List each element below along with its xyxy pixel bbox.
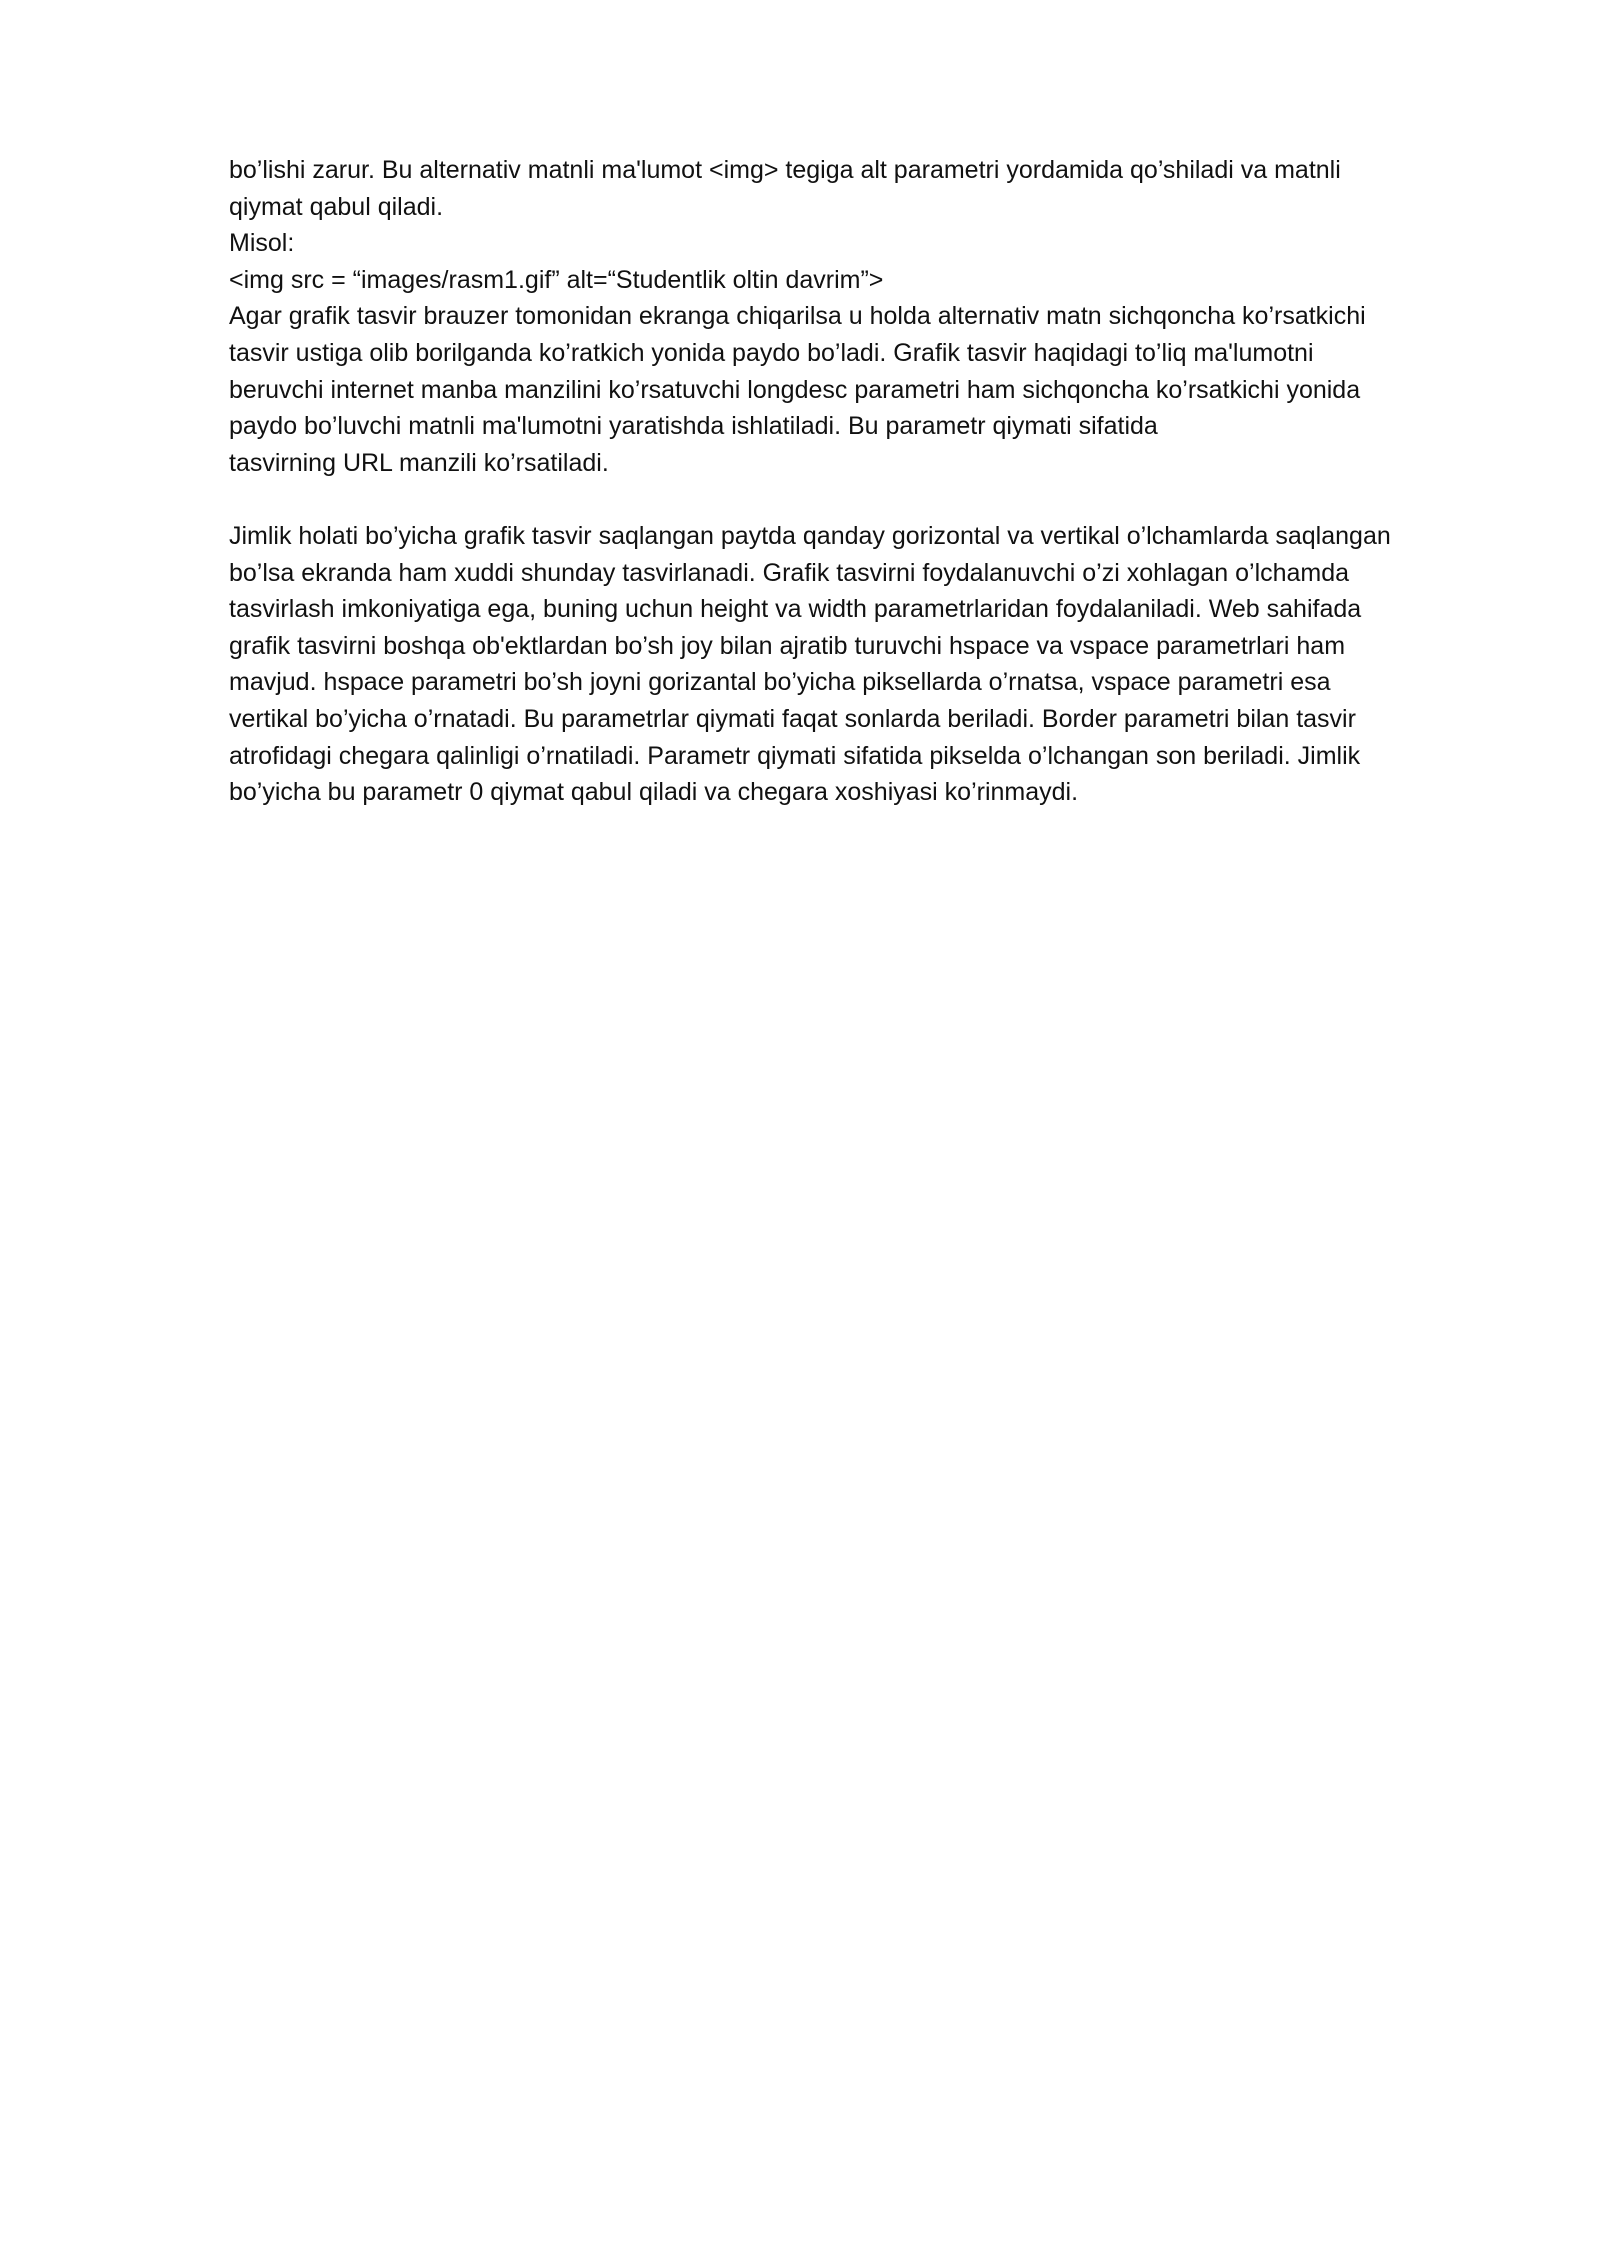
paragraph-alt-attribute (229, 152, 1519, 481)
example-label: Misol: (229, 229, 295, 258)
text-line: grafik tasvirni boshqa ob'ektlardan bo’sh joy bilan ajratib turuvchi hspace va vspace parametrlari ham (229, 631, 1346, 660)
text-line: bo’yicha bu parametr 0 qiymat qabul qiladi va chegara xoshiyasi ko’rinmaydi. (229, 778, 1079, 807)
text-line: Agar grafik tasvir brauzer tomonidan ekranga chiqarilsa u holda alternativ matn sichqoncha ko’rsatkichi (229, 302, 1366, 331)
paragraph-image-dimensions (229, 518, 1519, 811)
text-line: tasvirlash imkoniyatiga ega, buning uchun height va width parametrlaridan foydalaniladi. Web sahifada (229, 595, 1362, 624)
text-line: mavjud. hspace parametri bo’sh joyni gorizantal bo’yicha piksellarda o’rnatsa, vspace parametri esa (229, 668, 1331, 697)
text-line: bo’lsa ekranda ham xuddi shunday tasvirlanadi. Grafik tasvirni foydalanuvchi o’zi xohlagan o’lchamda (229, 558, 1350, 587)
text-line: qiymat qabul qiladi. (229, 192, 444, 221)
text-line: Jimlik holati bo’yicha grafik tasvir saqlangan paytda qanday gorizontal va vertikal o’lchamlarda saqlangan (229, 521, 1391, 550)
text-line: tasvir ustiga olib borilganda ko’ratkich yonida paydo bo’ladi. Grafik tasvir haqidagi to’liq ma'lumotni (229, 338, 1314, 367)
text-line: tasvirning URL manzili ko’rsatiladi. (229, 448, 609, 477)
code-example-line: <img src = “images/rasm1.gif” alt=“Studentlik oltin davrim”> (229, 265, 884, 294)
paragraph-gap (229, 481, 1519, 518)
document-body (229, 152, 1519, 811)
text-line: bo’lishi zarur. Bu alternativ matnli ma'lumot <img> tegiga alt parametri yordamida qo’shiladi va matnli (229, 156, 1341, 184)
text-line: vertikal bo’yicha o’rnatadi. Bu parametrlar qiymati faqat sonlarda beriladi. Border parametri bilan tasvir (229, 704, 1356, 733)
text-line: beruvchi internet manba manzilini ko’rsatuvchi longdesc parametri ham sichqoncha ko’rsatkichi yonida (229, 375, 1361, 404)
text-line: atrofidagi chegara qalinligi o’rnatiladi. Parametr qiymati sifatida pikselda o’lchangan son beriladi. Jimlik (229, 741, 1361, 770)
text-line: paydo bo’luvchi matnli ma'lumotni yaratishda ishlatiladi. Bu parametr qiymati sifatida (229, 412, 1158, 441)
